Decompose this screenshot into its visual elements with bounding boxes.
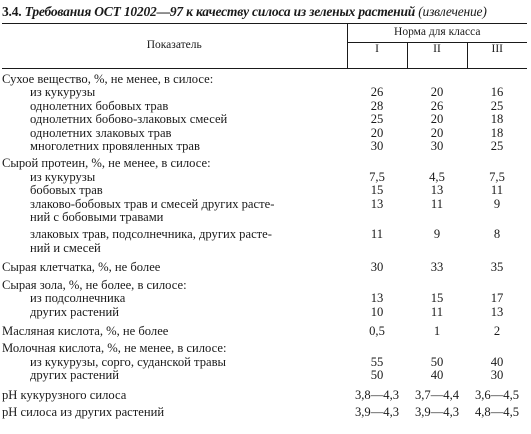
row-value-class-3: 3,6—4,5 xyxy=(474,387,520,402)
row-label: однолетних бобово-злаковых смесей xyxy=(30,112,228,127)
row-value-class-1 xyxy=(347,211,407,224)
row-label: из кукурузы, сорго, суданской травы xyxy=(30,354,226,369)
row-label: других растений xyxy=(30,304,119,319)
row-value-class-3 xyxy=(467,153,527,170)
table-row xyxy=(2,369,527,382)
table-row xyxy=(2,255,527,274)
row-label: многолетних провяленных трав xyxy=(30,139,200,154)
table-row xyxy=(2,153,527,170)
row-value-class-2: 20 xyxy=(430,125,444,140)
table-row xyxy=(2,127,527,140)
row-value-class-3: 13 xyxy=(490,304,504,319)
row-value-class-1: 28 xyxy=(370,98,384,113)
row-value-class-2: 3,7—4,4 xyxy=(414,387,460,402)
row-value-class-1: 10 xyxy=(370,304,384,319)
row-value-class-3: 11 xyxy=(490,183,504,198)
row-value-class-3: 35 xyxy=(490,260,504,275)
row-value-class-1: 30 xyxy=(370,139,384,154)
row-value-class-1: 30 xyxy=(370,260,384,275)
row-value-class-3: 18 xyxy=(490,125,504,140)
table-title-text: Требования ОСТ 10202—97 к качеству силоса из зеленых растений xyxy=(24,4,416,19)
row-value-class-2 xyxy=(407,211,467,224)
row-value-class-3: 40 xyxy=(490,354,504,369)
table-row xyxy=(2,402,527,419)
row-value-class-3 xyxy=(467,211,527,224)
row-label: Сырой протеин, %, не менее, в силосе: xyxy=(2,156,211,171)
row-value-class-3 xyxy=(467,275,527,292)
row-value-class-2 xyxy=(407,242,467,255)
table-row xyxy=(2,198,527,211)
row-label: однолетних злаковых трав xyxy=(30,125,172,140)
row-value-class-3: 25 xyxy=(490,139,504,154)
row-value-class-3: 17 xyxy=(490,291,504,306)
table-row xyxy=(2,275,527,292)
row-label: Сырая зола, %, не более, в силосе: xyxy=(2,277,187,292)
row-value-class-2: 9 xyxy=(433,227,441,242)
row-value-class-2: 26 xyxy=(430,98,444,113)
norms-table xyxy=(2,23,527,419)
row-value-class-1 xyxy=(347,153,407,170)
table-row xyxy=(2,69,527,87)
table-row xyxy=(2,319,527,338)
row-value-class-3 xyxy=(467,242,527,255)
row-value-class-1: 55 xyxy=(370,354,384,369)
header-class-3: III xyxy=(467,42,527,68)
row-value-class-1 xyxy=(347,275,407,292)
row-value-class-1 xyxy=(347,242,407,255)
table-row xyxy=(2,86,527,99)
row-label: других растений xyxy=(30,368,119,383)
row-value-class-1: 7,5 xyxy=(369,169,385,184)
table-row xyxy=(2,100,527,113)
row-value-class-2: 20 xyxy=(430,85,444,100)
row-label: злаково-бобовых трав и смесей других расте- xyxy=(30,196,275,211)
row-value-class-2 xyxy=(407,69,467,87)
row-value-class-3 xyxy=(467,338,527,355)
row-value-class-3: 7,5 xyxy=(489,169,505,184)
row-value-class-2: 15 xyxy=(430,291,444,306)
row-value-class-1: 11 xyxy=(370,227,384,242)
row-value-class-3: 4,8—4,5 xyxy=(474,404,520,419)
row-label: из кукурузы xyxy=(30,85,96,100)
row-value-class-1: 13 xyxy=(370,196,384,211)
row-value-class-2: 11 xyxy=(430,304,444,319)
row-value-class-2: 3,9—4,3 xyxy=(414,404,460,419)
table-row xyxy=(2,356,527,369)
row-value-class-2: 33 xyxy=(430,260,444,275)
row-label: Сырая клетчатка, %, не более xyxy=(2,260,161,275)
row-value-class-1 xyxy=(347,69,407,87)
row-value-class-2: 13 xyxy=(430,183,444,198)
row-value-class-2 xyxy=(407,153,467,170)
header-class-1: I xyxy=(347,42,407,68)
table-row xyxy=(2,338,527,355)
table-row xyxy=(2,306,527,319)
row-value-class-2 xyxy=(407,275,467,292)
row-value-class-3: 16 xyxy=(490,85,504,100)
row-value-class-1: 50 xyxy=(370,368,384,383)
header-indicator: Показатель xyxy=(2,24,347,69)
row-value-class-3 xyxy=(467,69,527,87)
table-body xyxy=(2,69,527,420)
row-label: однолетних бобовых трав xyxy=(30,98,169,113)
row-value-class-1: 25 xyxy=(370,112,384,127)
row-value-class-2: 1 xyxy=(433,323,441,338)
row-value-class-3: 9 xyxy=(493,196,501,211)
row-value-class-1: 3,8—4,3 xyxy=(354,387,400,402)
row-value-class-1: 26 xyxy=(370,85,384,100)
header-class-2: II xyxy=(407,42,467,68)
row-value-class-1 xyxy=(347,338,407,355)
row-value-class-2: 4,5 xyxy=(429,169,445,184)
row-label: бобовых трав xyxy=(30,183,103,198)
row-value-class-3: 30 xyxy=(490,368,504,383)
row-value-class-1: 15 xyxy=(370,183,384,198)
table-row xyxy=(2,140,527,153)
row-value-class-1: 20 xyxy=(370,125,384,140)
row-value-class-3: 2 xyxy=(493,323,501,338)
table-row xyxy=(2,113,527,126)
row-label: Масляная кислота, %, не более xyxy=(2,323,169,338)
table-row xyxy=(2,211,527,224)
row-label: Молочная кислота, %, не менее, в силосе: xyxy=(2,341,227,356)
row-value-class-2: 50 xyxy=(430,354,444,369)
row-value-class-1: 0,5 xyxy=(369,323,385,338)
row-value-class-3: 25 xyxy=(490,98,504,113)
table-row xyxy=(2,171,527,184)
row-label: из кукурузы xyxy=(30,169,96,184)
row-label: Сухое вещество, %, не менее, в силосе: xyxy=(2,72,214,86)
row-label: из подсолнечника xyxy=(30,291,126,306)
row-value-class-3: 8 xyxy=(493,227,501,242)
table-number: 3.4. xyxy=(2,4,22,19)
header-norm: Норма для класса xyxy=(347,24,527,43)
row-label: ний с бобовыми травами xyxy=(30,210,164,225)
row-value-class-3: 18 xyxy=(490,112,504,127)
row-value-class-2: 30 xyxy=(430,139,444,154)
row-label: ний и смесей xyxy=(30,240,101,255)
table-row xyxy=(2,292,527,305)
row-value-class-1: 13 xyxy=(370,291,384,306)
row-value-class-2: 11 xyxy=(430,196,444,211)
table-row xyxy=(2,242,527,255)
row-value-class-2 xyxy=(407,338,467,355)
table-title-extract: (извлечение) xyxy=(418,4,487,19)
row-value-class-2: 40 xyxy=(430,368,444,383)
table-row xyxy=(2,184,527,197)
row-value-class-1: 3,9—4,3 xyxy=(354,404,400,419)
row-value-class-2: 20 xyxy=(430,112,444,127)
row-label: рН силоса из других растений xyxy=(2,404,165,419)
row-label: рН кукурузного силоса xyxy=(2,387,127,402)
table-row xyxy=(2,383,527,402)
row-label: злаковых трав, подсолнечника, других расте- xyxy=(30,227,272,242)
table-row xyxy=(2,224,527,241)
table-title xyxy=(2,4,487,20)
